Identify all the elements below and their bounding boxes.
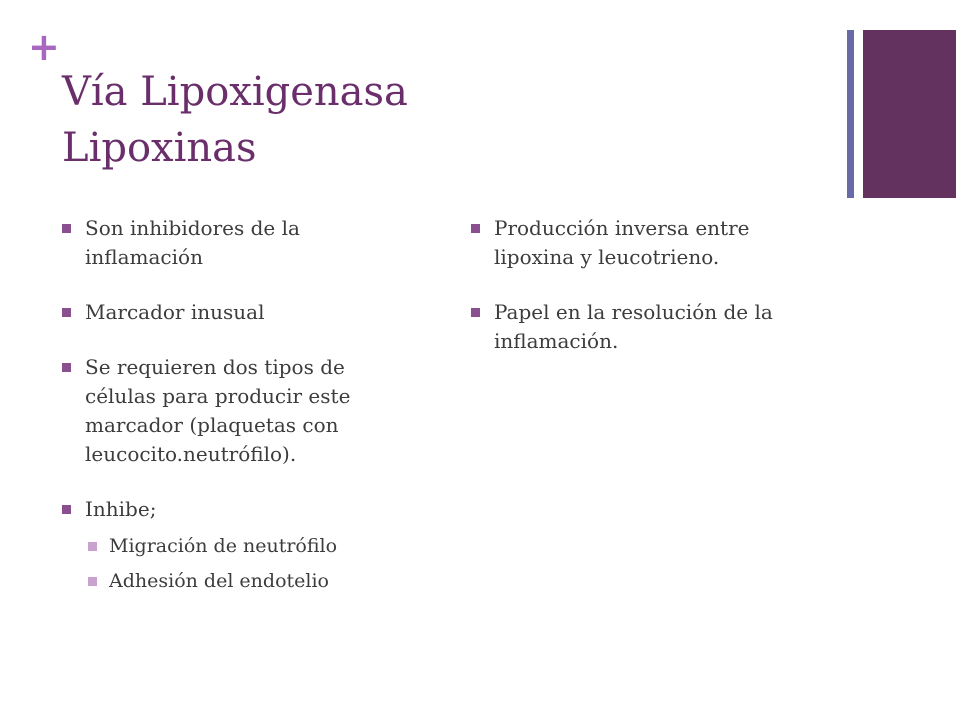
square-bullet-icon [88, 542, 97, 551]
square-bullet-icon [62, 363, 71, 372]
title-line-1: Vía Lipoxigenasa [62, 69, 408, 115]
sub-list-item [85, 532, 392, 561]
list-item [471, 298, 801, 356]
square-bullet-icon [62, 505, 71, 514]
list-item [62, 298, 392, 327]
sub-bullet-list [85, 532, 392, 596]
title-line-2: Lipoxinas [62, 125, 257, 171]
list-item [471, 214, 801, 272]
list-item [62, 214, 392, 272]
decorative-thick-bar [863, 30, 956, 198]
decorative-thin-bar [847, 30, 854, 198]
square-bullet-icon [471, 308, 480, 317]
square-bullet-icon [471, 224, 480, 233]
sub-list-item-text: Migración de neutrófilo [109, 535, 338, 557]
sub-list-item [85, 567, 392, 596]
sub-list-item-text: Adhesión del endotelio [109, 570, 329, 592]
slide-title [62, 64, 408, 176]
left-bullet-list [62, 214, 392, 622]
list-item-text: Producción inversa entre lipoxina y leucotrieno. [494, 216, 750, 269]
list-item [62, 353, 392, 469]
square-bullet-icon [62, 308, 71, 317]
list-item-text: Son inhibidores de la inflamación [85, 216, 300, 269]
list-item-text: Papel en la resolución de la inflamación. [494, 300, 773, 353]
list-item-text: Se requieren dos tipos de células para producir este marcador (plaquetas con leucocito.neutrófilo). [85, 355, 351, 466]
square-bullet-icon [88, 577, 97, 586]
right-bullet-list [471, 214, 801, 382]
list-item-text: Inhibe; [85, 497, 157, 521]
list-item-text: Marcador inusual [85, 300, 265, 324]
list-item [62, 495, 392, 596]
plus-icon: + [28, 25, 60, 69]
square-bullet-icon [62, 224, 71, 233]
